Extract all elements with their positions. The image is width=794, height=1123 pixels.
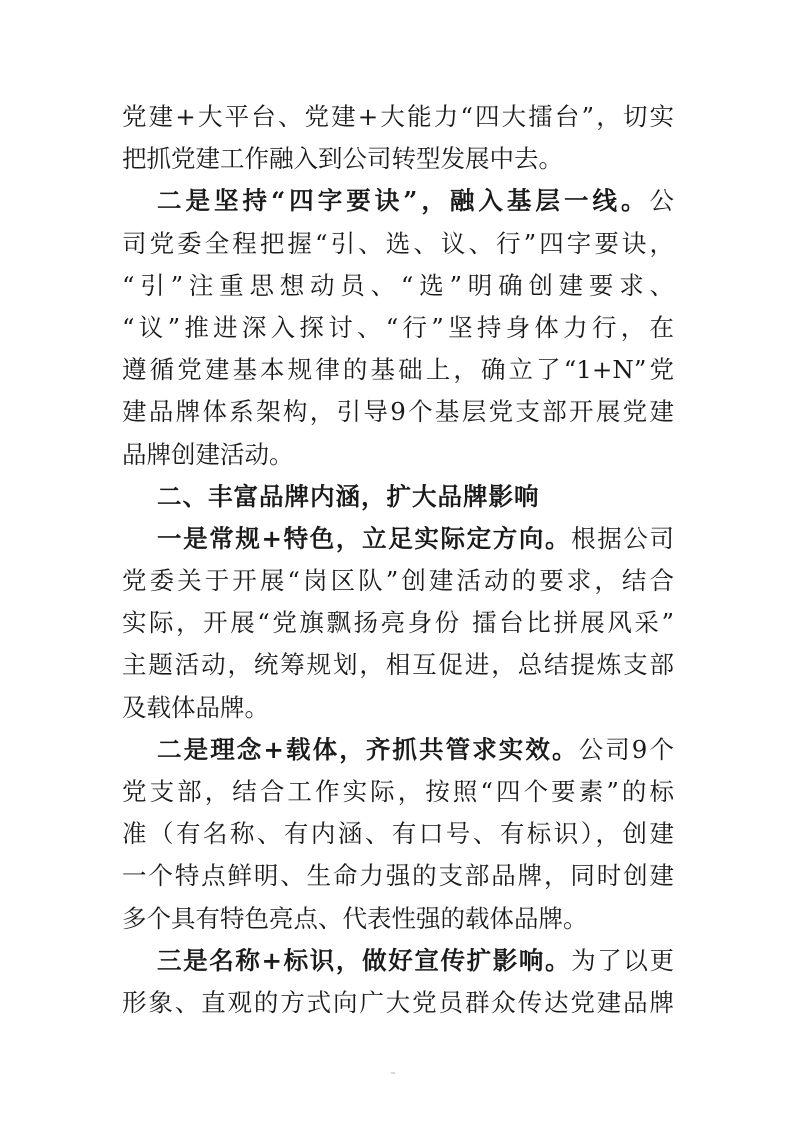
text-line: 多个具有特色亮点、代表性强的载体品牌。: [122, 903, 588, 933]
text-line: 建品牌体系架构，引导9个基层党支部开展党建: [122, 397, 674, 427]
paragraph-lead-bold: 二是理念+载体，齐抓共管求实效。: [157, 734, 579, 764]
text-line: 一个特点鲜明、生命力强的支部品牌，同时创建: [122, 861, 674, 891]
paragraph-lead-rest: 公司9个: [578, 734, 674, 764]
paragraph-lead-rest: 为了以更: [571, 945, 674, 975]
paragraph-lead-bold: 二是坚持“四字要诀”，融入基层一线。: [157, 186, 650, 216]
text-line: “引”注重思想动员、“选”明确创建要求、: [122, 270, 674, 300]
paragraph-lead-rest: 根据公司: [571, 523, 674, 553]
paragraph-lead-line: [122, 518, 674, 560]
text-line: 实际，开展“党旗飘扬亮身份 擂台比拼展风采”: [122, 608, 674, 638]
paragraph-lead-bold: 三是名称+标识，做好宣传扩影响。: [157, 945, 572, 975]
text-line: 党支部，结合工作实际，按照“四个要素”的标: [122, 777, 674, 806]
text-line: 品牌创建活动。: [122, 439, 294, 469]
text-line: 司党委全程把握“引、选、议、行”四字要诀，: [122, 228, 674, 258]
text-line: “议”推进深入探讨、“行”坚持身体力行，在: [122, 312, 674, 342]
section-heading: 二、丰富品牌内涵，扩大品牌影响: [157, 481, 540, 511]
text-line: 党建+大平台、党建+大能力“四大擂台”，切实: [122, 102, 674, 131]
text-line: 遵循党建基本规律的基础上，确立了“1+N”党: [122, 355, 674, 385]
body-text: [122, 96, 674, 1024]
paragraph-lead-bold: 一是常规+特色，立足实际定方向。: [157, 523, 572, 553]
paragraph-lead-rest: 公: [649, 186, 674, 216]
page-footer-mark: [391, 1072, 395, 1074]
paragraph-lead-line: [122, 180, 674, 222]
text-line: 准（有名称、有内涵、有口号、有标识），创建: [122, 819, 674, 849]
text-line: 党委关于开展“岗区队”创建活动的要求，结合: [122, 566, 674, 596]
paragraph-lead-line: [122, 729, 674, 771]
text-line: 形象、直观的方式向广大党员群众传达党建品牌: [122, 987, 674, 1017]
text-line: 把抓党建工作融入到公司转型发展中去。: [122, 144, 563, 174]
paragraph-lead-line: [122, 940, 674, 982]
text-line: 及载体品牌。: [122, 692, 269, 722]
text-line: 主题活动，统筹规划，相互促进，总结提炼支部: [122, 650, 674, 680]
